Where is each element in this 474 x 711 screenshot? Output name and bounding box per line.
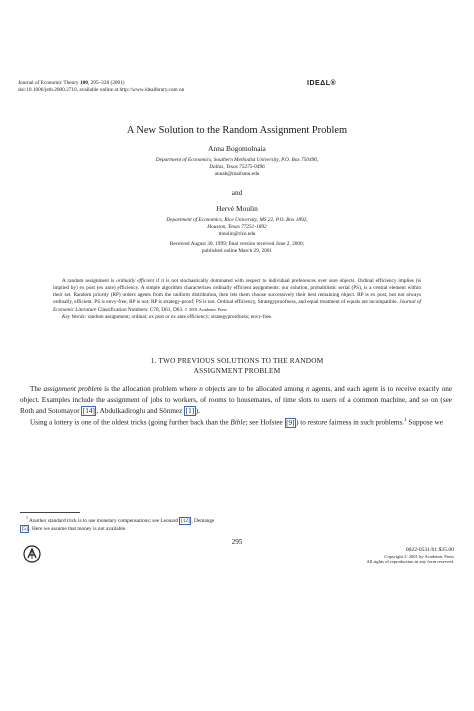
author-affiliation-1 bbox=[0, 157, 474, 170]
jel-label: Journal of Economic Literature bbox=[53, 299, 421, 313]
text-run: is the allocation problem where bbox=[101, 385, 200, 393]
paper-title: A New Solution to the Random Assignment Problem bbox=[126, 125, 348, 136]
ideal-logo: IDEΔL® bbox=[307, 80, 337, 87]
text-run: n bbox=[306, 385, 310, 393]
text-run: ) to restore fairness in such problems. bbox=[296, 418, 405, 427]
abstract-part: if it is not stochastically dominated with respect to individual preferences over sure objects. Ordinal efficiency implies (is implied by) ex post (ex ante) efficiency. A simple algorithm characterizes ordinally efficient assignments: our solution, probabilistic serial (PS), is a central element within their set. Random priority (RP) orders agents from the uniform distribution, then lets them choose successively their best remaining object. RP is ex post, but not always ordinally, efficient. PS is envy-free; RP is not; RP is strategy-proof; PS is not. Ordinal efficiency, Strategyproofness, and equal treatment of equals are incompatible. bbox=[53, 278, 421, 305]
author-name-1: Anna Bogomolnaia bbox=[208, 144, 266, 153]
received-dates bbox=[0, 241, 474, 254]
text-run: , Abdulkadiroglu and Sönmez bbox=[96, 406, 185, 415]
text-run: assignment problem bbox=[43, 385, 102, 393]
copyright-block bbox=[314, 546, 454, 565]
journal-citation bbox=[18, 80, 125, 86]
author-email-1: annab@mailsmu.edu bbox=[214, 171, 260, 177]
text-run: objects are to be allocated among bbox=[202, 385, 307, 393]
abstract-copyright: © 2001 Academic Press bbox=[184, 307, 227, 312]
body-text bbox=[20, 384, 452, 429]
footnote-line bbox=[20, 514, 452, 525]
received-line: Received August 30, 1999; final version received June 2, 2000; bbox=[169, 241, 305, 247]
footnote-rule bbox=[20, 512, 80, 513]
citation-link[interactable]: [9] bbox=[286, 418, 295, 427]
text-run: Suppose we bbox=[406, 418, 443, 427]
affiliation-line: Department of Economics, Rice University, MS 22, P.O. Box 1892, bbox=[166, 217, 308, 223]
text-run: ). bbox=[195, 406, 200, 415]
section-heading-line: 1. TWO PREVIOUS SOLUTIONS TO THE RANDOM bbox=[150, 356, 324, 365]
footnote bbox=[20, 514, 452, 534]
issn: 0022-0531/01 $35.00 bbox=[405, 547, 454, 553]
footnote-line bbox=[20, 525, 452, 534]
text-run: Using a lottery is one of the oldest tricks (going further back than the bbox=[30, 418, 231, 427]
keywords-label: Key Words: bbox=[62, 314, 87, 320]
author-affiliation-2 bbox=[0, 217, 474, 230]
abstract-text bbox=[53, 278, 421, 314]
section-heading-line: ASSIGNMENT PROBLEM bbox=[193, 366, 281, 375]
page-number: 295 bbox=[231, 538, 243, 546]
paragraph bbox=[20, 384, 452, 416]
abstract-part: A random assignment is bbox=[62, 278, 117, 284]
journal-volume: 100 bbox=[79, 80, 88, 86]
abstract bbox=[53, 278, 421, 321]
rights-notice: All rights of reproduction in any form reserved. bbox=[366, 559, 454, 565]
citation-link[interactable]: [5] bbox=[21, 526, 28, 533]
affiliation-line: Dallas, Texas 75275-0496 bbox=[209, 163, 265, 170]
author-email-2: moulin@rice.edu bbox=[218, 231, 256, 237]
affiliation-line: Department of Economics, Southern Methodist University, P.O. Box 750496, bbox=[155, 157, 319, 163]
text-run: Another standard trick is to use monetary compensations; see Leonard bbox=[28, 517, 180, 524]
footnote-number: 1 bbox=[26, 515, 28, 520]
doi-line: doi:10.1006/jeth.2000.2710, available online at http://www.idealibrary.com on bbox=[18, 86, 185, 93]
keywords bbox=[62, 314, 421, 321]
author-name-2: Hervè Moulin bbox=[216, 204, 258, 213]
section-heading bbox=[0, 356, 474, 376]
and-separator: and bbox=[231, 189, 243, 197]
publisher-copyright: Copyright © 2001 by Academic Press bbox=[384, 554, 454, 559]
footnote-marker[interactable]: 1 bbox=[404, 418, 407, 424]
keywords-text: random assignment; ordinal; ex post or ex ante efficiency; strategyproofness; envy-free. bbox=[86, 314, 273, 320]
text-run: , Demange bbox=[191, 517, 215, 524]
text-run: n bbox=[199, 385, 203, 393]
citation-link[interactable]: [14] bbox=[82, 406, 95, 415]
citation-link[interactable]: [1] bbox=[185, 406, 195, 415]
text-run: The bbox=[30, 385, 44, 393]
abstract-term: ordinally efficient bbox=[116, 278, 155, 284]
journal-pages: , 295–328 (2001) bbox=[87, 80, 125, 86]
text-run: ; see Hofstee bbox=[245, 418, 285, 427]
journal-name: Journal of Economic Theory bbox=[18, 80, 79, 86]
text-run: Bible bbox=[230, 418, 246, 427]
published-line: published online March 29, 2001 bbox=[201, 247, 273, 254]
citation-link[interactable]: [12] bbox=[180, 517, 190, 524]
text-run: agents, and each agent is to receive exactly one object. Examples include the assignment of jobs to workers, of rooms to housemates, of time slots to users of a common machine, and so on (see Roth and Sotomayor bbox=[20, 385, 452, 415]
text-run: . Here we assume that money is not available. bbox=[29, 526, 127, 533]
paragraph bbox=[20, 416, 452, 428]
publisher-logo-icon bbox=[23, 545, 41, 563]
jel-numbers: Classification Numbers: C78, D61, D63. bbox=[96, 307, 184, 313]
affiliation-line: Houston, Texas 77251-1892 bbox=[207, 223, 267, 230]
